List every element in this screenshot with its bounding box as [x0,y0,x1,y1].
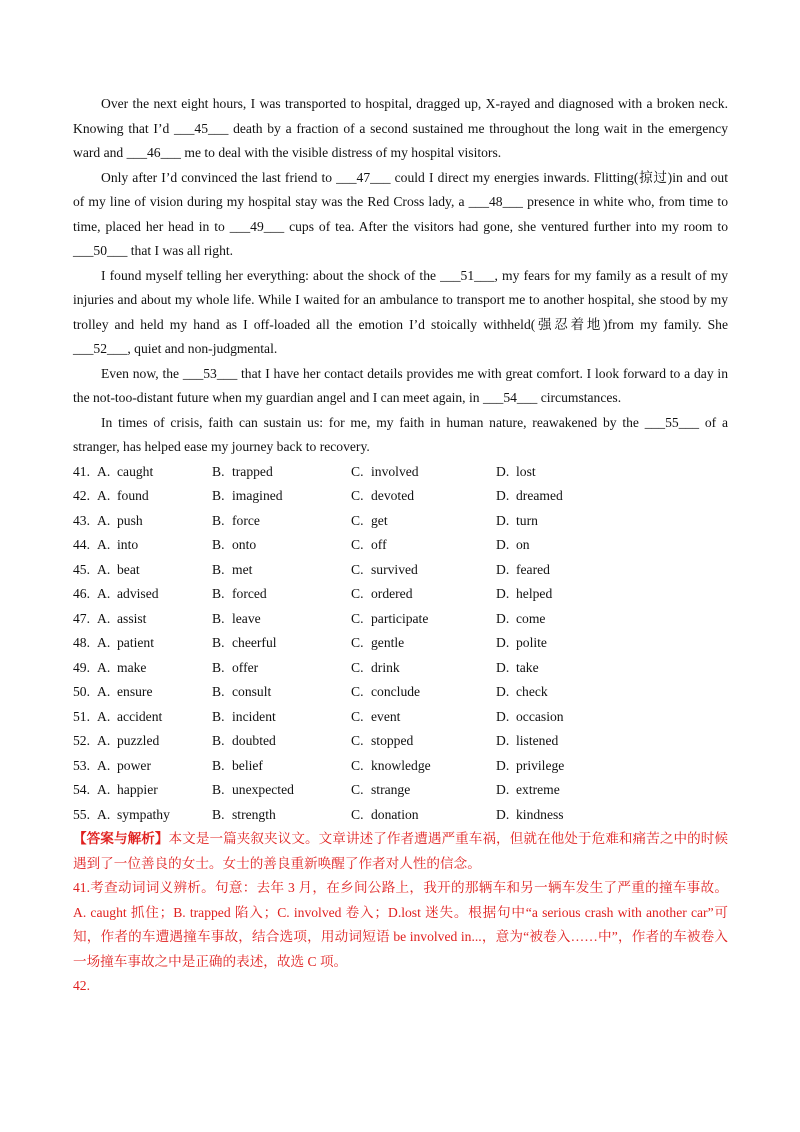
option-word: incident [232,708,276,724]
option-word: imagined [232,488,283,503]
question-number: 54. [73,782,90,797]
option-word: strange [371,782,411,797]
option-a [97,778,212,803]
question-number: 53. [73,757,90,773]
option-word: occasion [516,708,564,724]
analysis-q42: 42. [73,978,90,993]
option-letter: B. [212,586,225,601]
option-c [351,729,496,754]
option-word: conclude [371,684,421,699]
option-c [351,705,496,730]
option-letter: D. [496,537,510,552]
option-word: event [371,708,401,724]
option-row [73,729,728,754]
option-word: participate [371,610,429,626]
option-letter: B. [212,537,225,552]
option-row [73,803,728,828]
option-letter: B. [212,561,225,577]
analysis-header: 【答案与解析】 [73,831,169,846]
option-word: assist [117,610,147,626]
option-letter: B. [212,782,225,797]
option-word: donation [371,806,419,822]
option-row [73,680,728,705]
option-row [73,607,728,632]
option-b [212,729,351,754]
option-letter: B. [212,659,225,675]
option-b [212,460,351,485]
answer-options-list [73,460,728,828]
option-a [97,729,212,754]
option-row [73,509,728,534]
option-c [351,680,496,705]
option-word: off [371,537,387,552]
option-word: dreamed [516,488,563,503]
option-letter: A. [97,806,111,822]
option-word: patient [117,635,154,650]
option-letter: D. [496,782,510,797]
option-letter: C. [351,610,364,626]
option-letter: C. [351,684,364,699]
option-row [73,754,728,779]
passage-paragraph: In times of crisis, faith can sustain us: for me, my faith in human nature, reawakened by the ___55___ of a stranger, has helped ease my journey back to recovery. [73,414,728,454]
option-d [496,460,616,485]
question-number: 55. [73,806,90,822]
option-letter: A. [97,782,111,797]
option-letter: D. [496,757,510,773]
option-b [212,803,351,828]
option-word: lost [516,463,536,479]
option-word: survived [371,561,418,577]
option-letter: A. [97,463,111,479]
option-letter: B. [212,463,225,479]
passage [73,92,728,460]
option-word: check [516,684,548,699]
option-word: get [371,512,388,528]
option-letter: B. [212,806,225,822]
option-b [212,607,351,632]
analysis-intro-text: 本文是一篇夹叙夹议文。文章讲述了作者遭遇严重车祸，但就在他处于危难和痛苦之中的时候遇到了一位善良的女士。女士的善良重新唤醒了作者对人性的信念。 [73,831,728,871]
option-word: take [516,659,539,675]
option-d [496,582,616,607]
option-c [351,631,496,656]
option-a [97,680,212,705]
option-a [97,656,212,681]
option-d [496,778,616,803]
option-letter: C. [351,488,364,503]
option-letter: C. [351,635,364,650]
document-page [73,92,728,999]
option-b [212,656,351,681]
question-number: 47. [73,610,90,626]
option-word: extreme [516,782,560,797]
option-word: forced [232,586,267,601]
option-a [97,484,212,509]
option-c [351,558,496,583]
option-row [73,631,728,656]
option-letter: A. [97,635,111,650]
option-letter: D. [496,488,510,503]
option-letter: A. [97,684,111,699]
question-number: 43. [73,512,90,528]
option-letter: C. [351,659,364,675]
option-word: push [117,512,143,528]
option-letter: D. [496,635,510,650]
option-letter: C. [351,782,364,797]
option-c [351,754,496,779]
option-letter: B. [212,610,225,626]
question-number: 49. [73,659,90,675]
option-letter: D. [496,512,510,528]
option-word: unexpected [232,782,294,797]
option-letter: B. [212,757,225,773]
option-a [97,607,212,632]
option-b [212,558,351,583]
option-letter: D. [496,684,510,699]
option-word: leave [232,610,261,626]
option-letter: C. [351,757,364,773]
option-word: stopped [371,733,414,748]
option-letter: A. [97,708,111,724]
option-a [97,631,212,656]
option-b [212,631,351,656]
option-word: make [117,659,147,675]
question-number: 45. [73,561,90,577]
option-d [496,754,616,779]
option-word: power [117,757,151,773]
option-word: accident [117,708,163,724]
option-letter: A. [97,659,111,675]
option-letter: C. [351,708,364,724]
option-word: sympathy [117,806,170,822]
option-word: polite [516,635,547,650]
option-word: onto [232,537,257,552]
option-a [97,705,212,730]
option-letter: C. [351,733,364,748]
option-b [212,582,351,607]
option-letter: D. [496,659,510,675]
option-letter: B. [212,635,225,650]
question-number: 44. [73,537,90,552]
question-number: 42. [73,488,90,503]
option-letter: C. [351,512,364,528]
option-b [212,705,351,730]
option-letter: D. [496,610,510,626]
option-row [73,460,728,485]
option-word: devoted [371,488,415,503]
option-d [496,558,616,583]
option-a [97,509,212,534]
option-letter: D. [496,463,510,479]
option-word: happier [117,782,158,797]
question-number: 41. [73,463,90,479]
option-word: cheerful [232,635,277,650]
option-c [351,607,496,632]
option-letter: A. [97,610,111,626]
option-word: doubted [232,733,276,748]
option-letter: C. [351,463,364,479]
option-d [496,803,616,828]
passage-paragraph: Even now, the ___53___ that I have her contact details provides me with great comfort. I look forward to a day in the not-too-distant future when my guardian angel and I can meet again, in ___54___ circumstances. [73,365,728,405]
option-letter: A. [97,537,111,552]
option-letter: D. [496,733,510,748]
option-letter: A. [97,757,111,773]
option-letter: A. [97,733,111,748]
option-b [212,778,351,803]
option-row [73,705,728,730]
option-letter: B. [212,733,225,748]
option-c [351,582,496,607]
option-d [496,631,616,656]
option-a [97,533,212,558]
option-a [97,558,212,583]
option-word: into [117,537,139,552]
option-b [212,680,351,705]
option-word: come [516,610,546,626]
option-d [496,484,616,509]
option-c [351,656,496,681]
option-word: gentle [371,635,405,650]
option-word: found [117,488,149,503]
option-word: feared [516,561,550,577]
option-word: drink [371,659,400,675]
option-letter: B. [212,488,225,503]
option-word: on [516,537,530,552]
option-row [73,484,728,509]
option-a [97,460,212,485]
option-b [212,754,351,779]
option-d [496,509,616,534]
option-letter: B. [212,684,225,699]
option-c [351,460,496,485]
option-a [97,582,212,607]
option-c [351,509,496,534]
option-letter: A. [97,488,111,503]
option-d [496,705,616,730]
option-letter: B. [212,708,225,724]
option-word: met [232,561,253,577]
option-c [351,778,496,803]
option-word: caught [117,463,154,479]
option-row [73,582,728,607]
option-letter: D. [496,806,510,822]
option-row [73,558,728,583]
option-word: ordered [371,586,413,601]
option-d [496,656,616,681]
question-number: 51. [73,708,90,724]
passage-paragraph: Only after I’d convinced the last friend to ___47___ could I direct my energies inwards. Flitting(掠过)in and out of my line of vision during my hospital stay was the Red Cross lady, a ___48___ presence in white who, from time to time, placed her head in to ___49___ cups of tea. After the visitors had gone, she ventured further into my room to ___50___ that I was all right. [73,169,728,258]
option-word: belief [232,757,263,773]
question-number: 52. [73,733,90,748]
option-word: kindness [516,806,564,822]
passage-paragraph: I found myself telling her everything: about the shock of the ___51___, my fears for my family as a result of my injuries and about my whole life. While I waited for an ambulance to transport me to another hospital, she stood by my trolley and held my hand as I off-loaded all the emotion I’d stoically withheld(强忍着地)from my family. She ___52___, quiet and non-judgmental. [73,267,728,356]
option-letter: D. [496,708,510,724]
option-letter: A. [97,561,111,577]
option-d [496,729,616,754]
option-b [212,509,351,534]
option-a [97,803,212,828]
option-word: advised [117,586,159,601]
option-a [97,754,212,779]
option-letter: C. [351,561,364,577]
option-word: consult [232,684,272,699]
question-number: 48. [73,635,90,650]
option-letter: D. [496,586,510,601]
option-word: beat [117,561,140,577]
option-d [496,607,616,632]
option-word: privilege [516,757,565,773]
question-number: 50. [73,684,90,699]
question-number: 46. [73,586,90,601]
option-row [73,533,728,558]
option-letter: B. [212,512,225,528]
option-c [351,533,496,558]
option-word: puzzled [117,733,160,748]
passage-paragraph: Over the next eight hours, I was transported to hospital, dragged up, X-rayed and diagnosed with a broken neck. Knowing that I’d ___45___ death by a fraction of a second sustained me throughout the long wait in the emergency ward and ___46___ me to deal with the visible distress of my hospital visitors. [73,96,728,160]
option-d [496,533,616,558]
option-c [351,484,496,509]
option-word: knowledge [371,757,431,773]
option-b [212,484,351,509]
option-letter: A. [97,586,111,601]
option-c [351,803,496,828]
option-word: strength [232,806,276,822]
option-b [212,533,351,558]
option-word: listened [516,733,559,748]
option-letter: A. [97,512,111,528]
option-word: involved [371,463,419,479]
option-word: offer [232,659,259,675]
option-word: turn [516,512,538,528]
analysis-q41: 41.考查动词词义辨析。句意：去年 3 月，在乡间公路上，我开的那辆车和另一辆车发生了严重的撞车事故。A. caught 抓住；B. trapped 陷入；C. involved 卷入；D.lost 迷失。根据句中“a serious crash with another car”可知，作者的车遭遇撞车事故，结合选项，用动词短语 be involved in...，意为“被卷入……中”，作者的车被卷入一场撞车事故之中是正确的表述，故选 C 项。 [73,880,728,969]
analysis-intro [73,827,728,876]
option-word: ensure [117,684,153,699]
option-row [73,778,728,803]
option-row [73,656,728,681]
option-word: trapped [232,463,273,479]
option-letter: D. [496,561,510,577]
option-word: helped [516,586,553,601]
option-d [496,680,616,705]
option-letter: C. [351,806,364,822]
option-letter: C. [351,586,364,601]
option-word: force [232,512,260,528]
option-letter: C. [351,537,364,552]
